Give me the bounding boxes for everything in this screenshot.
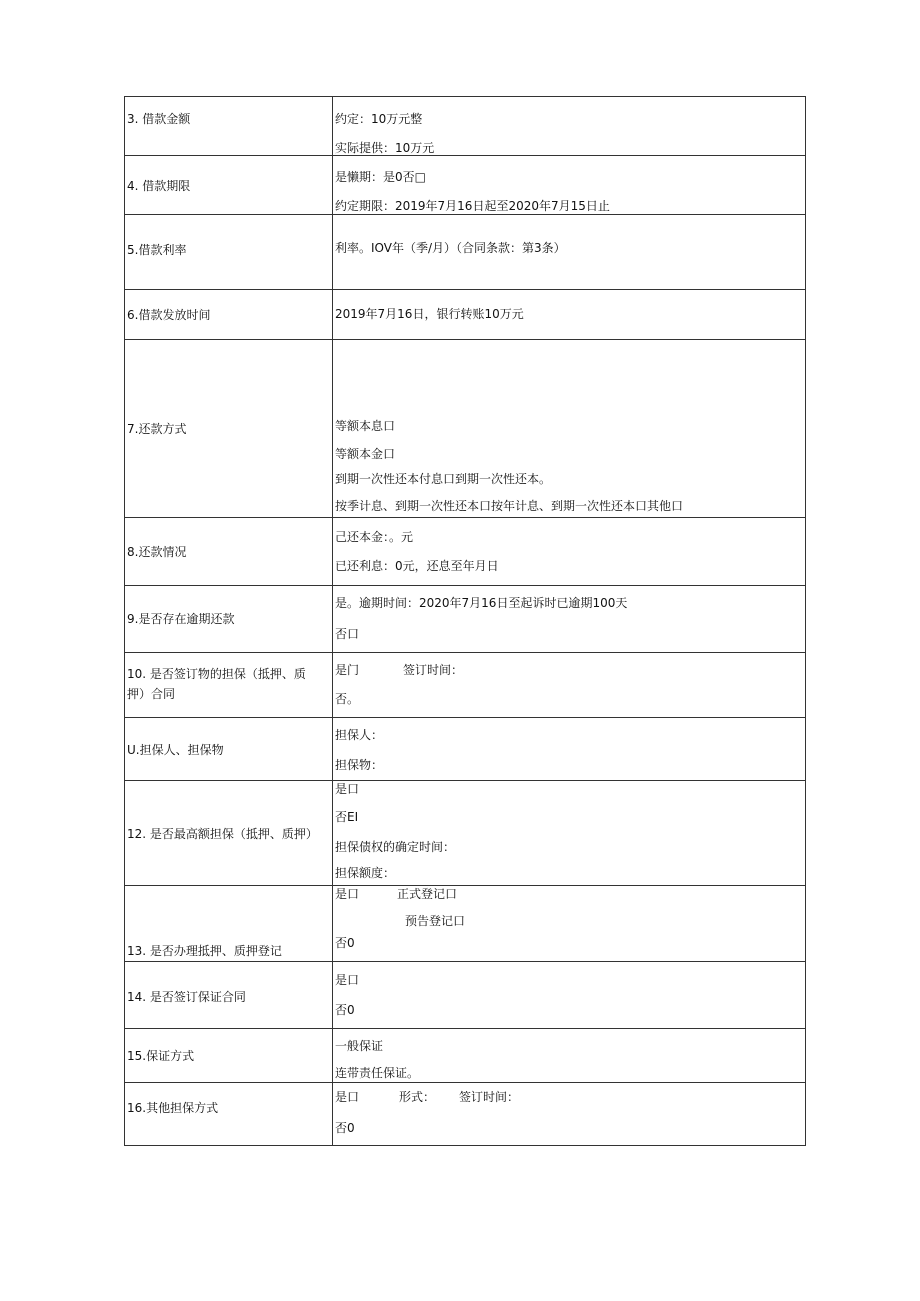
row-label: 7.还款方式 [127,422,187,436]
row-label-cell [125,290,333,340]
value-line: 否EI [335,810,359,824]
row-value-cell [333,718,806,781]
row-value-cell [333,518,806,586]
value-line: 己还本金：。元 [335,530,414,544]
row-value-cell [333,781,806,886]
value-line: 是口 [335,973,360,987]
row-value-cell [333,215,806,290]
value-line: 预告登记口 [405,914,466,928]
row-label: 13. 是否办理抵押、质押登记 [127,944,282,958]
row-label-cell [125,886,333,962]
value-line: 签订时间： [403,663,464,677]
value-line: 已还利息：0元，还息至年月日 [335,559,499,573]
value-line: 实际提供：10万元 [335,141,435,155]
value-line: 担保债权的确定时间： [335,840,456,854]
value-line: 到期一次性还本付息口到期一次性还本。 [335,472,552,486]
value-line: 签订时间： [459,1090,520,1104]
value-line: 是口 [335,887,360,901]
table-row [125,653,806,718]
row-label-cell [125,718,333,781]
row-value-cell [333,156,806,215]
row-label: 3. 借款金额 [127,112,191,126]
table-row [125,156,806,215]
value-line: 是口 [335,1090,360,1104]
value-line: 是门 [335,663,360,677]
row-label-cell [125,156,333,215]
loan-info-form [124,96,806,1145]
value-line: 是懒期：是0否□ [335,170,426,184]
value-line: 等额本息口 [335,419,396,433]
table-row [125,586,806,653]
loan-info-table [124,96,806,1146]
value-line: 约定：10万元整 [335,112,423,126]
table-row [125,290,806,340]
value-line: 否。 [335,692,360,706]
value-line: 是口 [335,782,360,796]
row-label-cell [125,340,333,518]
value-line: 按季计息、到期一次性还本口按年计息、到期一次性还本口其他口 [335,499,684,513]
row-value-cell [333,886,806,962]
value-line: 约定期限：2019年7月16日起至2020年7月15日止 [335,199,610,213]
row-label-cell [125,781,333,886]
value-line: 连带责任保证。 [335,1066,420,1080]
value-line: 否0 [335,1003,355,1017]
row-label: 14. 是否签订保证合同 [127,990,246,1004]
row-label: 9.是否存在逾期还款 [127,612,235,626]
row-label: 12. 是否最高额担保（抵押、质押） [127,827,318,841]
table-row [125,518,806,586]
row-value-cell [333,340,806,518]
row-label-cell [125,518,333,586]
row-value-cell [333,97,806,156]
table-row [125,962,806,1029]
table-row [125,340,806,518]
row-value-cell [333,586,806,653]
table-row [125,1083,806,1146]
row-value-cell [333,653,806,718]
row-label-cell [125,653,333,718]
row-label: 押）合同 [127,687,176,701]
value-line: 否0 [335,1121,355,1135]
value-line: 担保额度： [335,866,396,880]
row-label: 8.还款情况 [127,545,187,559]
value-line: 利率。IOV年（季/月）（合同条款：第3条） [335,241,566,255]
row-label: 10. 是否签订物的担保（抵押、质 [127,667,306,681]
row-value-cell [333,962,806,1029]
table-row [125,97,806,156]
row-label-cell [125,1083,333,1146]
row-label-cell [125,586,333,653]
row-value-cell [333,1083,806,1146]
row-label: 16.其他担保方式 [127,1101,219,1115]
value-line: 正式登记口 [397,887,458,901]
table-row [125,215,806,290]
value-line: 2019年7月16日，银行转账10万元 [335,307,524,321]
row-label-cell [125,962,333,1029]
row-label: 6.借款发放时间 [127,308,211,322]
value-line: 是。逾期时间：2020年7月16日至起诉时已逾期100天 [335,596,628,610]
row-label: U.担保人、担保物 [127,743,224,757]
row-label: 15.保证方式 [127,1049,195,1063]
row-value-cell [333,290,806,340]
row-label: 5.借款利率 [127,243,187,257]
table-row [125,1029,806,1083]
value-line: 担保人： [335,728,384,742]
row-label-cell [125,1029,333,1083]
value-line: 等额本金口 [335,447,396,461]
value-line: 否0 [335,936,355,950]
value-line: 形式： [399,1090,436,1104]
table-row [125,718,806,781]
row-value-cell [333,1029,806,1083]
table-row [125,781,806,886]
row-label-cell [125,97,333,156]
value-line: 一般保证 [335,1039,384,1053]
value-line: 担保物： [335,758,384,772]
value-line: 否口 [335,627,360,641]
table-row [125,886,806,962]
row-label-cell [125,215,333,290]
row-label: 4. 借款期限 [127,179,191,193]
